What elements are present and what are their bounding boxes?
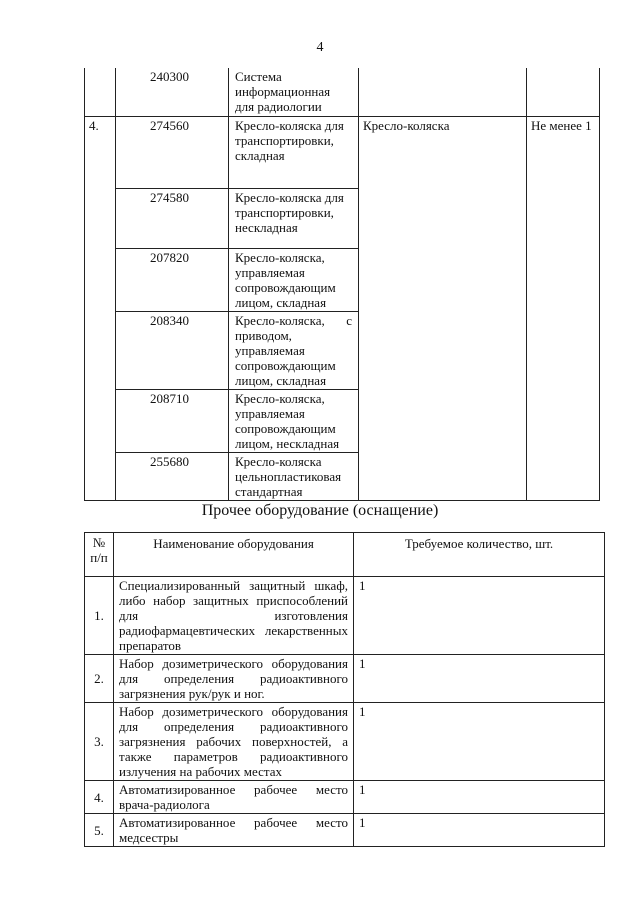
table-row — [85, 116, 600, 188]
device-code: 274560 — [116, 116, 229, 188]
section-title: Прочее оборудование (оснащение) — [201, 502, 439, 519]
page-number: 4 — [316, 40, 324, 55]
device-code: 207820 — [116, 248, 229, 311]
equipment-name: Автоматизированное рабочее место врача-радиолога — [114, 781, 354, 814]
device-name: Система информационная для радиологии — [229, 68, 359, 116]
equipment-quantity: 1 — [354, 655, 605, 703]
header-name-label: Наименование оборудования — [153, 536, 314, 551]
row-index: 4. — [85, 116, 116, 500]
table-header-row — [85, 533, 605, 577]
row-number: 3. — [85, 703, 114, 781]
other-equipment-table — [84, 532, 605, 847]
device-name: Кресло-коляска для транспортировки, нескладная — [229, 188, 359, 248]
equipment-name: Набор дозиметрического оборудования для определения радиоактивного загрязнения рабочих поверхностей, а также параметров радиоактивного излучения на рабочих местах — [114, 703, 354, 781]
equipment-table — [84, 68, 600, 501]
device-code: 208340 — [116, 311, 229, 389]
table-row — [85, 577, 605, 655]
device-name: Кресло-коляска для транспортировки, складная — [229, 116, 359, 188]
equipment-quantity: 1 — [354, 814, 605, 847]
equipment-name: Автоматизированное рабочее место медсестры — [114, 814, 354, 847]
row-index — [85, 68, 116, 116]
device-type: Кресло-коляска — [359, 116, 527, 500]
device-code: 208710 — [116, 389, 229, 452]
device-qty — [527, 68, 600, 116]
header-name — [114, 533, 354, 577]
device-code: 274580 — [116, 188, 229, 248]
row-number: 1. — [85, 577, 114, 655]
header-quantity: Требуемое количество, шт. — [354, 533, 605, 577]
device-code: 240300 — [116, 68, 229, 116]
row-number: 4. — [85, 781, 114, 814]
equipment-quantity: 1 — [354, 781, 605, 814]
table-row — [85, 703, 605, 781]
device-name: Кресло-коляска цельнопластиковая стандартная — [229, 452, 359, 500]
row-number: 5. — [85, 814, 114, 847]
header-number: № п/п — [85, 533, 114, 577]
equipment-name: Набор дозиметрического оборудования для определения радиоактивного загрязнения рук/рук и ног. — [114, 655, 354, 703]
equipment-quantity: 1 — [354, 577, 605, 655]
device-name: Кресло-коляска, с приводом, управляемая сопровождающим лицом, складная — [229, 311, 359, 389]
device-type — [359, 68, 527, 116]
equipment-quantity: 1 — [354, 703, 605, 781]
table-row — [85, 68, 600, 116]
row-number: 2. — [85, 655, 114, 703]
device-name: Кресло-коляска, управляемая сопровождающим лицом, нескладная — [229, 389, 359, 452]
table-row — [85, 814, 605, 847]
table-row — [85, 781, 605, 814]
equipment-name: Специализированный защитный шкаф, либо набор защитных приспособлений для изготовления радиофармацевтических лекарственных препаратов — [114, 577, 354, 655]
device-name: Кресло-коляска, управляемая сопровождающим лицом, складная — [229, 248, 359, 311]
table-row — [85, 655, 605, 703]
device-qty: Не менее 1 — [527, 116, 600, 500]
device-code: 255680 — [116, 452, 229, 500]
